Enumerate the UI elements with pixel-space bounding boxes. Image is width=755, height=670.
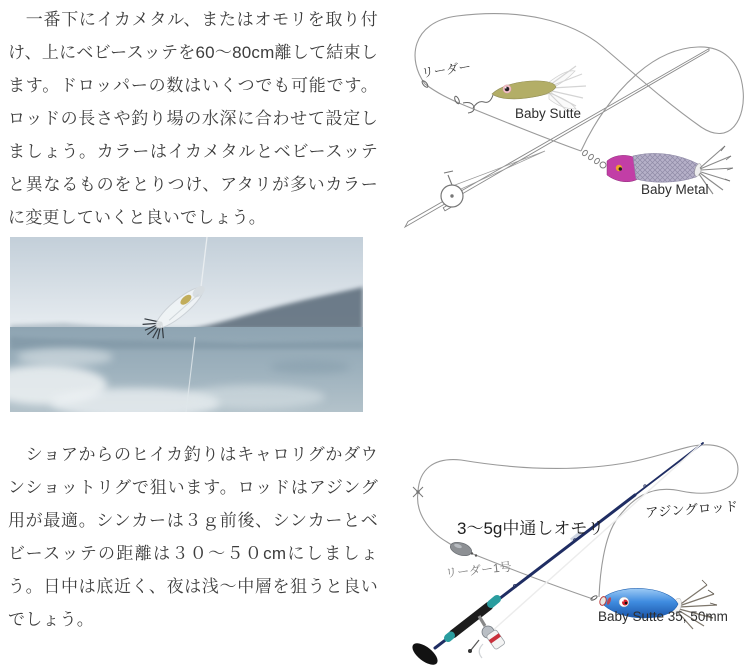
reel (441, 151, 545, 211)
blue-sutte-label: Baby Sutte 35, 50mm (598, 609, 728, 624)
baby-sutte-label: Baby Sutte (515, 106, 582, 121)
sea-jig-photo-art (10, 237, 363, 412)
baby-sutte-lure (492, 66, 586, 110)
shore-rig-art (395, 430, 755, 670)
paragraph-boat-rig: 一番下にイカメタル、またはオモリを取り付け、上にベビースッテを60～80cm離して結束します。ドロッパーの数はいくつでも可能です。ロッドの長さや釣り場の水深に合わせて設定しましょう。カラーはイカメタルとベビースッテと異なるものをとりつけ、アタリが多いカラーに変更していくと良いでしょう。 (8, 10, 378, 227)
baby-metal-label: Baby Metal (641, 182, 709, 197)
leader-size-label: リーダー1号 (444, 559, 513, 581)
paragraph-shore-rig: ショアからのヒイカ釣りはキャロリグかダウンショットリグで狙います。ロッドはアジング用が最適。シンカーは３ｇ前後、シンカーとベビースッテの距離は３０～５０cmにしましょう。日中は底近く、夜は浅～中層を狙うと良いでしょう。 (8, 445, 378, 629)
ajing-rod (409, 443, 703, 669)
leader-label: リーダー (420, 59, 472, 81)
sea-jig-photo (10, 237, 363, 412)
sinker-label: 3～5g中通しオモリ (457, 519, 605, 538)
sea (10, 327, 363, 412)
swivels (421, 80, 493, 113)
metal-chain (582, 149, 606, 168)
ajing-rod-label: アジングロッド (644, 498, 739, 521)
rod-butt-cap (409, 639, 441, 669)
shore-rig-diagram (395, 430, 755, 670)
egg-sinker (449, 540, 478, 558)
main-line (415, 14, 743, 151)
boat-rig-diagram (395, 0, 755, 240)
